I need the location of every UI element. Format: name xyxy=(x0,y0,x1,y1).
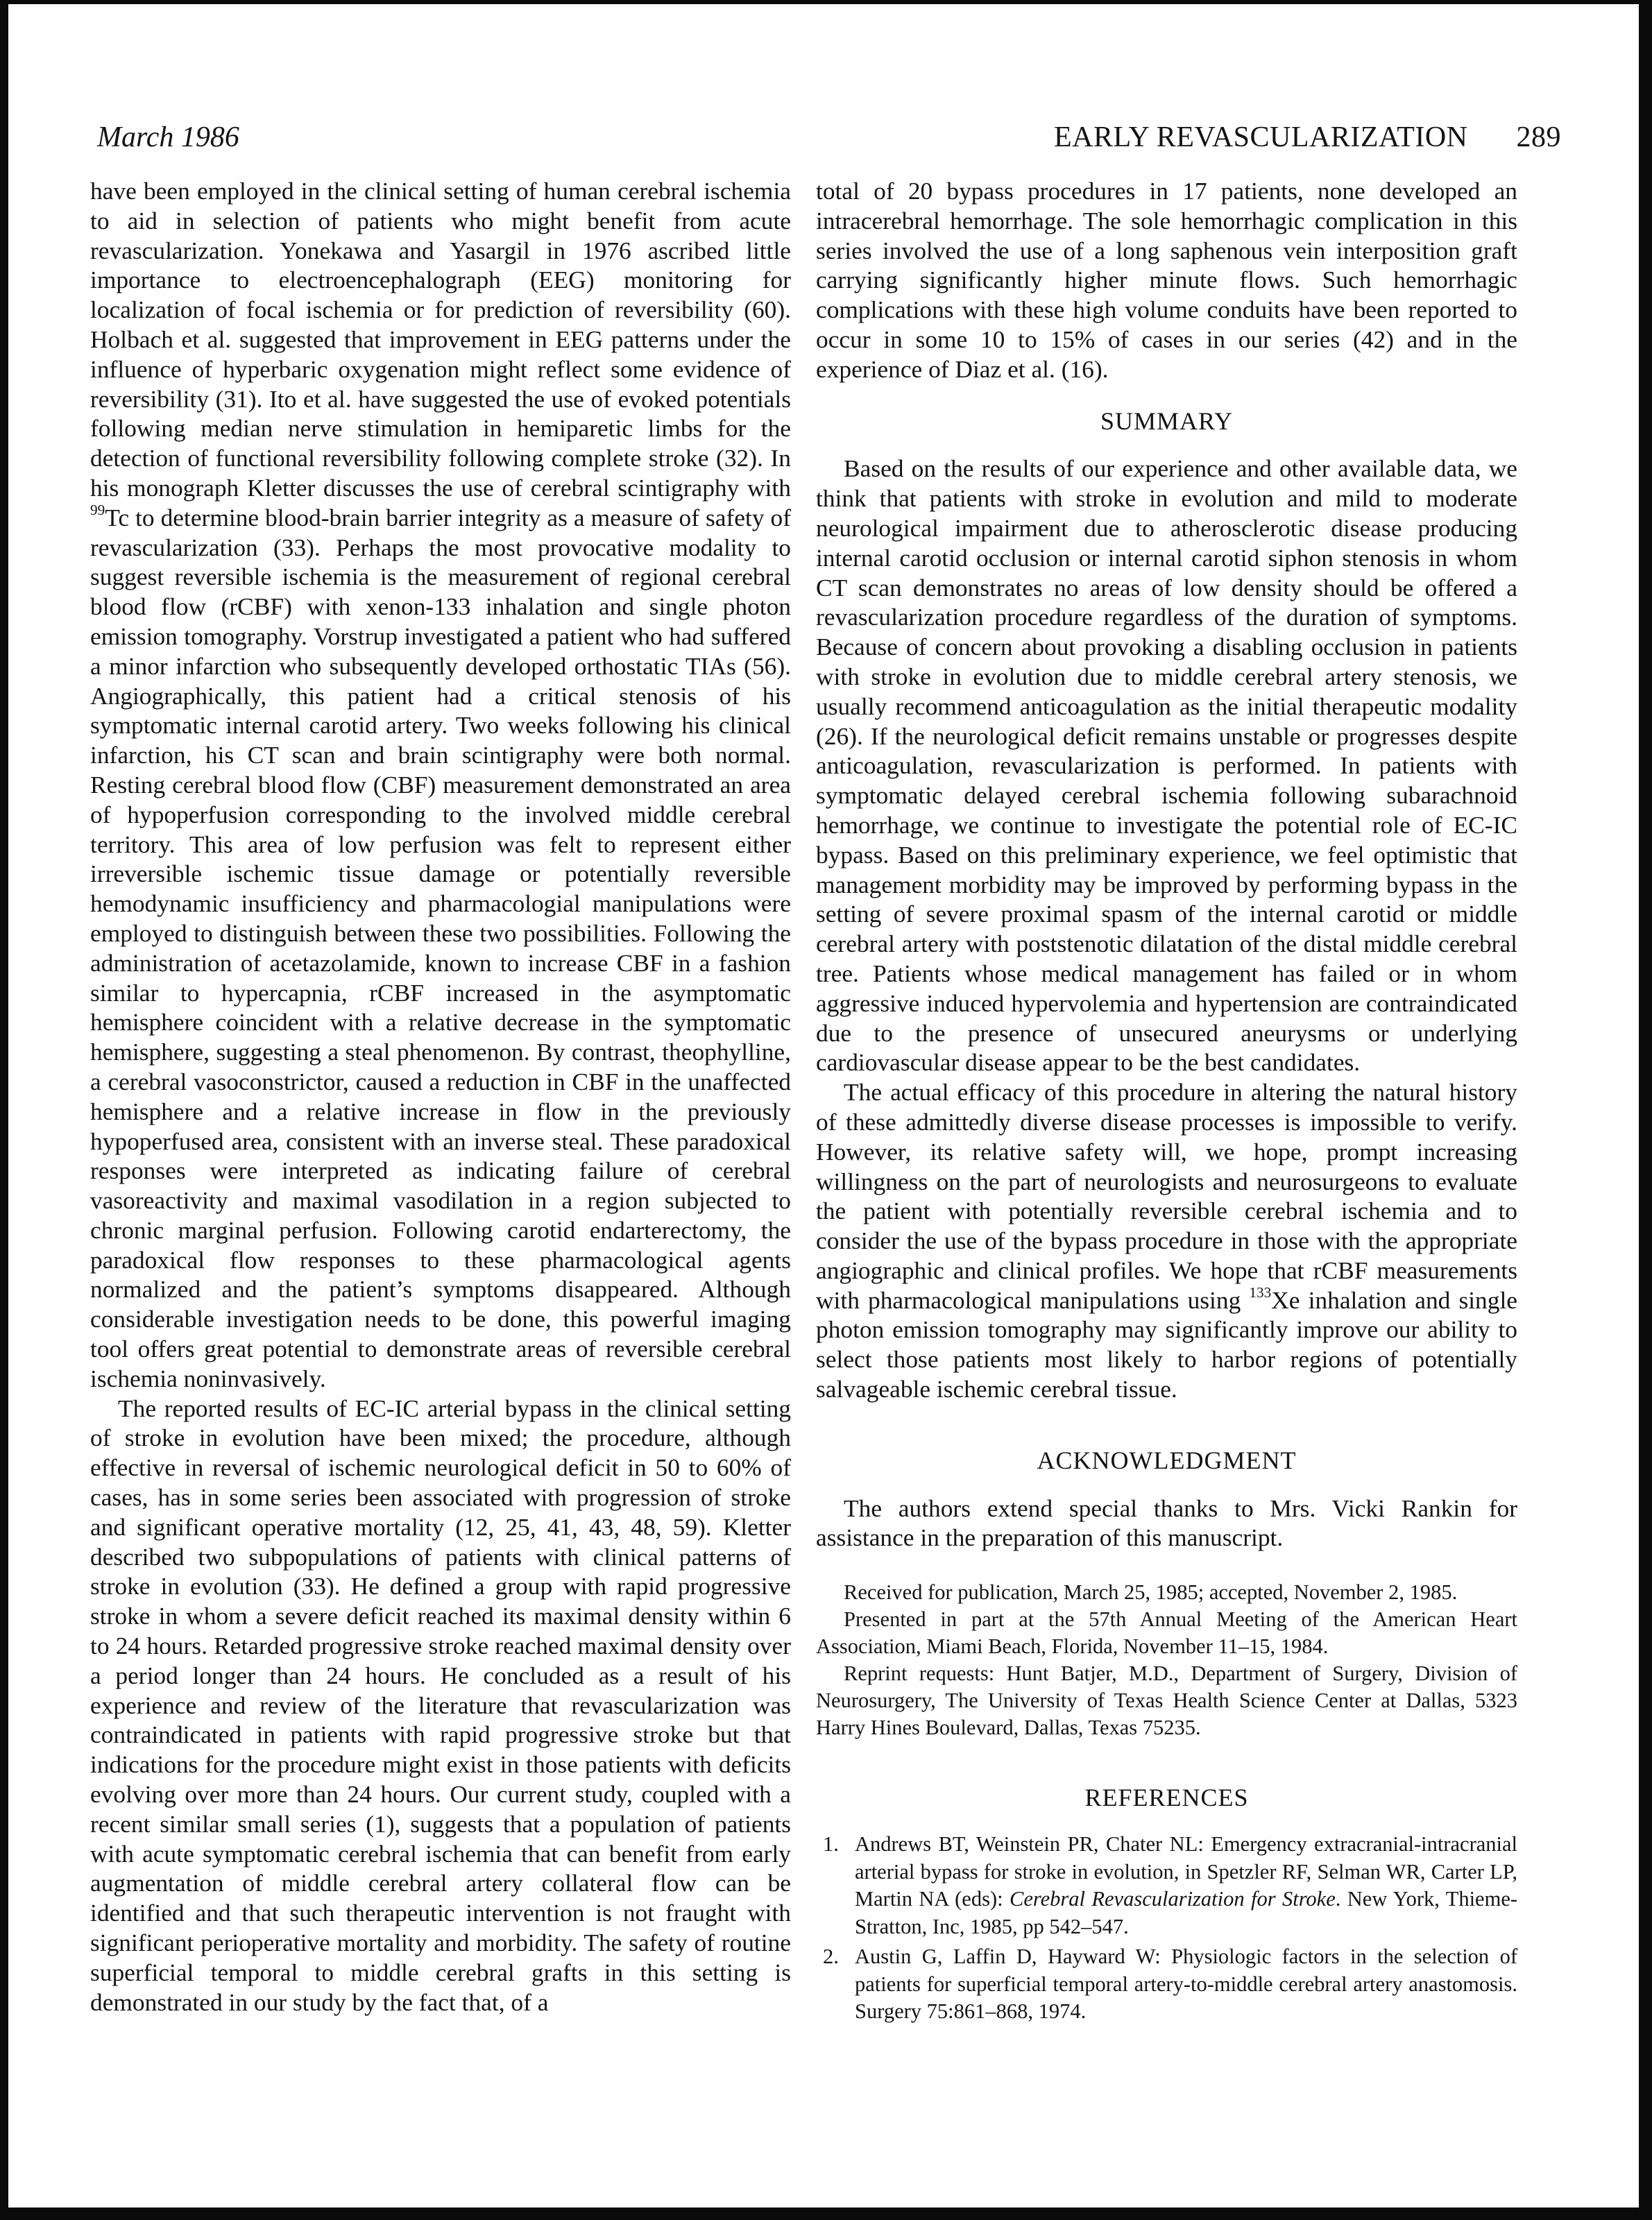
running-head xyxy=(97,121,1561,162)
reference-item: 2. Austin G, Laffin D, Hayward W: Physiologic factors in the selection of patients for superficial temporal artery-to-middle cerebral artery anastomosis. Surgery 75:861–868, 1974. xyxy=(823,1945,1517,2024)
section-heading-summary: SUMMARY xyxy=(1100,407,1234,435)
article-running-title xyxy=(1054,121,1561,154)
body-paragraph: have been employed in the clinical setting of human cerebral ischemia to aid in selection of patients who might benefit from acute revascularization. Yonekawa and Yasargil in 1976 ascribed little importance to electroencephalograph (EEG) monitoring for localization of focal ischemia or for prediction of reversibility (60). Holbach et al. suggested that improvement in EEG patterns under the influence of hyperbaric oxygenation might reflect some evidence of reversibility (31). Ito et al. have suggested the use of evoked potentials following median nerve stimulation in hemiparetic limbs for the detection of functional reversibility following complete stroke (32). In his monograph Kletter discusses the use of cerebral scintigraphy with $^{99}$Tc to determine blood-brain barrier integrity as a measure of safety of revascularization (33). Perhaps the most provocative modality to suggest reversible ischemia is the measurement of regional cerebral blood flow (rCBF) with xenon-133 inhalation and single photon emission tomography. Vorstrup investigated a patient who had suffered a minor infarction who subsequently developed orthostatic TIAs (56). Angiographically, this patient had a critical stenosis of his symptomatic internal carotid artery. Two weeks following his clinical infarction, his CT scan and brain scintigraphy were both normal. Resting cerebral blood flow (CBF) measurement demonstrated an area of hypoperfusion corresponding to the involved middle cerebral territory. This area of low perfusion was felt to represent either irreversible ischemic tissue damage or potentially reversible hemodynamic insufficiency and pharmacologial manipulations were employed to distinguish between these two possibilities. Following the administration of acetazolamide, known to increase CBF in a fashion similar to hypercapnia, rCBF increased in the asymptomatic hemisphere coincident with a relative decrease in the symptomatic hemisphere, suggesting a steal phenomenon. By contrast, theophylline, a cerebral vasoconstrictor, caused a reduction in CBF in the unaffected hemisphere and a relative increase in flow in the previously hypoperfused area, consistent with an inverse steal. These paradoxical responses were interpreted as indicating failure of cerebral vasoreactivity and maximal vasodilation in a region subjected to chronic marginal perfusion. Following carotid endarterectomy, the paradoxical flow responses to these pharmacological agents normalized and the patient’s symptoms disappeared. Although considerable investigation needs to be done, this powerful imaging tool offers great potential to demonstrate areas of reversible cerebral ischemia noninvasively. xyxy=(90,177,791,1392)
book-title: Cerebral Revascularization for Stroke xyxy=(1009,1887,1336,1911)
isotope-superscript: 133 xyxy=(1249,1283,1272,1301)
summary-paragraph: Based on the results of our experience and other available data, we think that patients with stroke in evolution and mild to moderate neurological impairment due to atherosclerotic disease producing internal carotid occlusion or internal carotid siphon stenosis in whom CT scan demonstrates no areas of low density should be offered a revascularization procedure regardless of the duration of symptoms. Because of concern about provoking a disabling occlusion in patients with stroke in evolution due to middle cerebral artery stenosis, we usually recommend anticoagulation as the initial therapeutic modality (26). If the neurological deficit remains unstable or progresses despite anticoagulation, revascularization is performed. In patients with symptomatic delayed cerebral ischemia following subarachnoid hemorrhage, we continue to investigate the potential role of EC-IC bypass. Based on this preliminary experience, we feel optimistic that management morbidity may be improved by performing bypass in the setting of severe proximal spasm of the internal carotid or middle cerebral artery with poststenotic dilatation of the distal middle cerebral tree. Patients whose medical management has failed or in whom aggressive induced hypervolemia and hypertension are contraindicated due to the presence of unsecured aneurysms or underlying cardiovascular disease appear to be the best candidates. xyxy=(816,454,1517,1077)
reference-number: 2. xyxy=(823,1945,839,1969)
journal-page xyxy=(8,4,1639,2208)
presented-note: Presented in part at the 57th Annual Meeting of the American Heart Association, Miami Beach, Florida, November 11–15, 1984. xyxy=(816,1607,1517,1659)
reference-item: 1. Andrews BT, Weinstein PR, Chater NL: Emergency extracranial-intracranial arterial bypass for stroke in evolution, in Spetzler RF, Selman WR, Carter LP, Martin NA (eds): Cerebral Revascularization for Stroke. New York, Thieme-Stratton, Inc, 1985, pp 542–547. xyxy=(823,1832,1518,1938)
received-note: Received for publication, March 25, 1985; accepted, November 2, 1985. xyxy=(844,1580,1458,1605)
issue-date: March 1986 xyxy=(97,121,239,153)
page-number: 289 xyxy=(1516,121,1561,153)
left-column xyxy=(90,176,791,2017)
section-heading-references: REFERENCES xyxy=(1084,1784,1249,1812)
reprint-note: Reprint requests: Hunt Batjer, M.D., Department of Surgery, Division of Neurosurgery, The University of Texas Health Science Center at Dallas, 5323 Harry Hines Boulevard, Dallas, Texas 75235. xyxy=(816,1662,1517,1740)
body-paragraph: The reported results of EC-IC arterial bypass in the clinical setting of stroke in evolution have been mixed; the procedure, although effective in reversal of ischemic neurological deficit in 50 to 60% of cases, has in some series been associated with progression of stroke and significant operative mortality (12, 25, 41, 43, 48, 59). Kletter described two subpopulations of patients with clinical patterns of stroke in evolution (33). He defined a group with rapid progressive stroke in whom a severe deficit reached its maximal density within 6 to 24 hours. Retarded progressive stroke reached maximal density over a period longer than 24 hours. He concluded as a result of his experience and review of the literature that revascularization was contraindicated in patients with rapid progressive stroke but that indications for the procedure might exist in those patients with deficits evolving over more than 24 hours. Our current study, coupled with a recent similar small series (1), suggests that a population of patients with acute symptomatic cerebral ischemia that can benefit from early augmentation of middle cerebral artery collateral flow can be identified and that such therapeutic intervention is not fraught with significant perioperative mortality and morbidity. The safety of routine superficial temporal to middle cerebral grafts in this setting is demonstrated in our study by the fact that, of a xyxy=(90,1394,791,2016)
acknowledgment-text: The authors extend special thanks to Mrs. Vicki Rankin for assistance in the preparation of this manuscript. xyxy=(816,1494,1517,1552)
reference-number: 1. xyxy=(823,1832,839,1856)
running-title: EARLY REVASCULARIZATION xyxy=(1054,121,1468,153)
section-heading-acknowledgment: ACKNOWLEDGMENT xyxy=(1037,1446,1297,1474)
reference-list xyxy=(816,1831,1517,2026)
summary-paragraph: The actual efficacy of this procedure in altering the natural history of these admittedly diverse disease processes is impossible to verify. However, its relative safety will, we hope, prompt increasing willingness on the part of neurologists and neurosurgeons to evaluate the patient with potentially reversible cerebral ischemia and to consider the use of the bypass procedure in those with the appropriate angiographic and clinical profiles. We hope that rCBF measurements with pharmacological manipulations using $^{133}$Xe inhalation and single photon emission tomography may significantly improve our ability to select those patients most likely to harbor regions of potentially salvageable ischemic cerebral tissue. xyxy=(816,1078,1517,1403)
footnotes xyxy=(816,1579,1517,1741)
body-paragraph: total of 20 bypass procedures in 17 patients, none developed an intracerebral hemorrhage. The sole hemorrhagic complication in this series involved the use of a long saphenous vein interposition graft carrying significantly higher minute flows. Such hemorrhagic complications with these high volume conduits have been reported to occur in some 10 to 15% of cases in our series (42) and in the experience of Diaz et al. (16). xyxy=(816,177,1517,383)
isotope-superscript: 99 xyxy=(90,501,105,518)
right-column xyxy=(816,176,1517,2029)
